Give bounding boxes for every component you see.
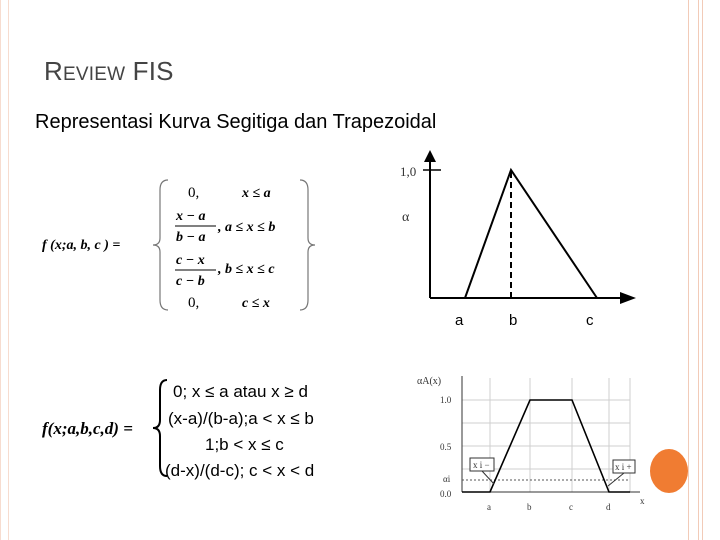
decorative-orange-circle xyxy=(650,449,688,493)
triangle-y-label-top: 1,0 xyxy=(400,164,417,179)
triangle-formula xyxy=(42,180,315,311)
trapezoid-y-label-alpha: αi xyxy=(443,474,451,484)
trapezoid-x-axis-label: x xyxy=(640,496,645,506)
trapezoid-y-label-00: 0.0 xyxy=(440,489,452,499)
trapezoid-x-label-a: a xyxy=(487,502,491,512)
trapezoid-x-label-b: b xyxy=(527,502,532,512)
trapezoid-line3: 1;b < x ≤ c xyxy=(205,435,284,454)
trapezoid-box-left-label: x i − xyxy=(473,460,490,470)
triangle-x-label-b: b xyxy=(509,312,518,329)
triangle-x-label-c: c xyxy=(586,312,594,329)
title-first-letter: R xyxy=(44,56,63,86)
triangle-case2-den: b − a xyxy=(176,230,206,245)
triangle-case3-cond: , b ≤ x ≤ c xyxy=(218,262,275,277)
trapezoid-line2: (x-a)/(b-a);a < x ≤ b xyxy=(168,409,314,428)
triangle-x-label-a: a xyxy=(455,312,464,329)
trapezoid-x-label-c: c xyxy=(569,502,573,512)
trapezoid-y-title: αA(x) xyxy=(417,376,442,387)
trapezoid-formula-lhs: f(x;a,b,c,d) = xyxy=(42,419,133,438)
trapezoid-grid xyxy=(462,378,630,492)
title-rest: EVIEW xyxy=(62,64,126,85)
triangle-case4-value: 0, xyxy=(188,295,200,311)
trapezoid-line4: (d-x)/(d-c); c < x < d xyxy=(165,461,315,480)
triangle-x-arrow xyxy=(620,292,636,304)
triangle-left-brace xyxy=(153,180,168,310)
triangle-case3-num: c − x xyxy=(176,253,205,268)
trapezoid-line1: 0; x ≤ a atau x ≥ d xyxy=(173,382,308,401)
trapezoid-formula xyxy=(42,380,314,480)
trapezoid-box-right-label: x i + xyxy=(615,462,632,472)
triangle-case2-cond: , a ≤ x ≤ b xyxy=(218,220,276,235)
triangle-case4-cond: c ≤ x xyxy=(242,296,270,311)
triangle-case1-value: 0, xyxy=(188,185,200,201)
triangle-case3-den: c − b xyxy=(176,274,205,289)
triangle-y-arrow xyxy=(424,150,436,162)
triangle-case1-cond: x ≤ a xyxy=(242,186,271,201)
trapezoid-chart xyxy=(417,376,645,512)
title-tail: FIS xyxy=(132,56,174,86)
trapezoid-y-label-05: 0.5 xyxy=(440,442,452,452)
triangle-case2-num: x − a xyxy=(176,209,206,224)
trapezoid-y-label-10: 1.0 xyxy=(440,395,452,405)
triangle-formula-lhs: f (x;a, b, c ) = xyxy=(42,238,121,253)
triangle-right-brace xyxy=(300,180,315,310)
trapezoid-box-left-pointer xyxy=(482,471,494,484)
slide-subtitle: Representasi Kurva Segitiga dan Trapezoidal xyxy=(35,111,437,133)
triangle-chart xyxy=(400,150,636,329)
trapezoid-x-label-d: d xyxy=(606,502,611,512)
triangle-curve xyxy=(465,170,597,298)
triangle-y-label-alpha: α xyxy=(402,210,410,225)
